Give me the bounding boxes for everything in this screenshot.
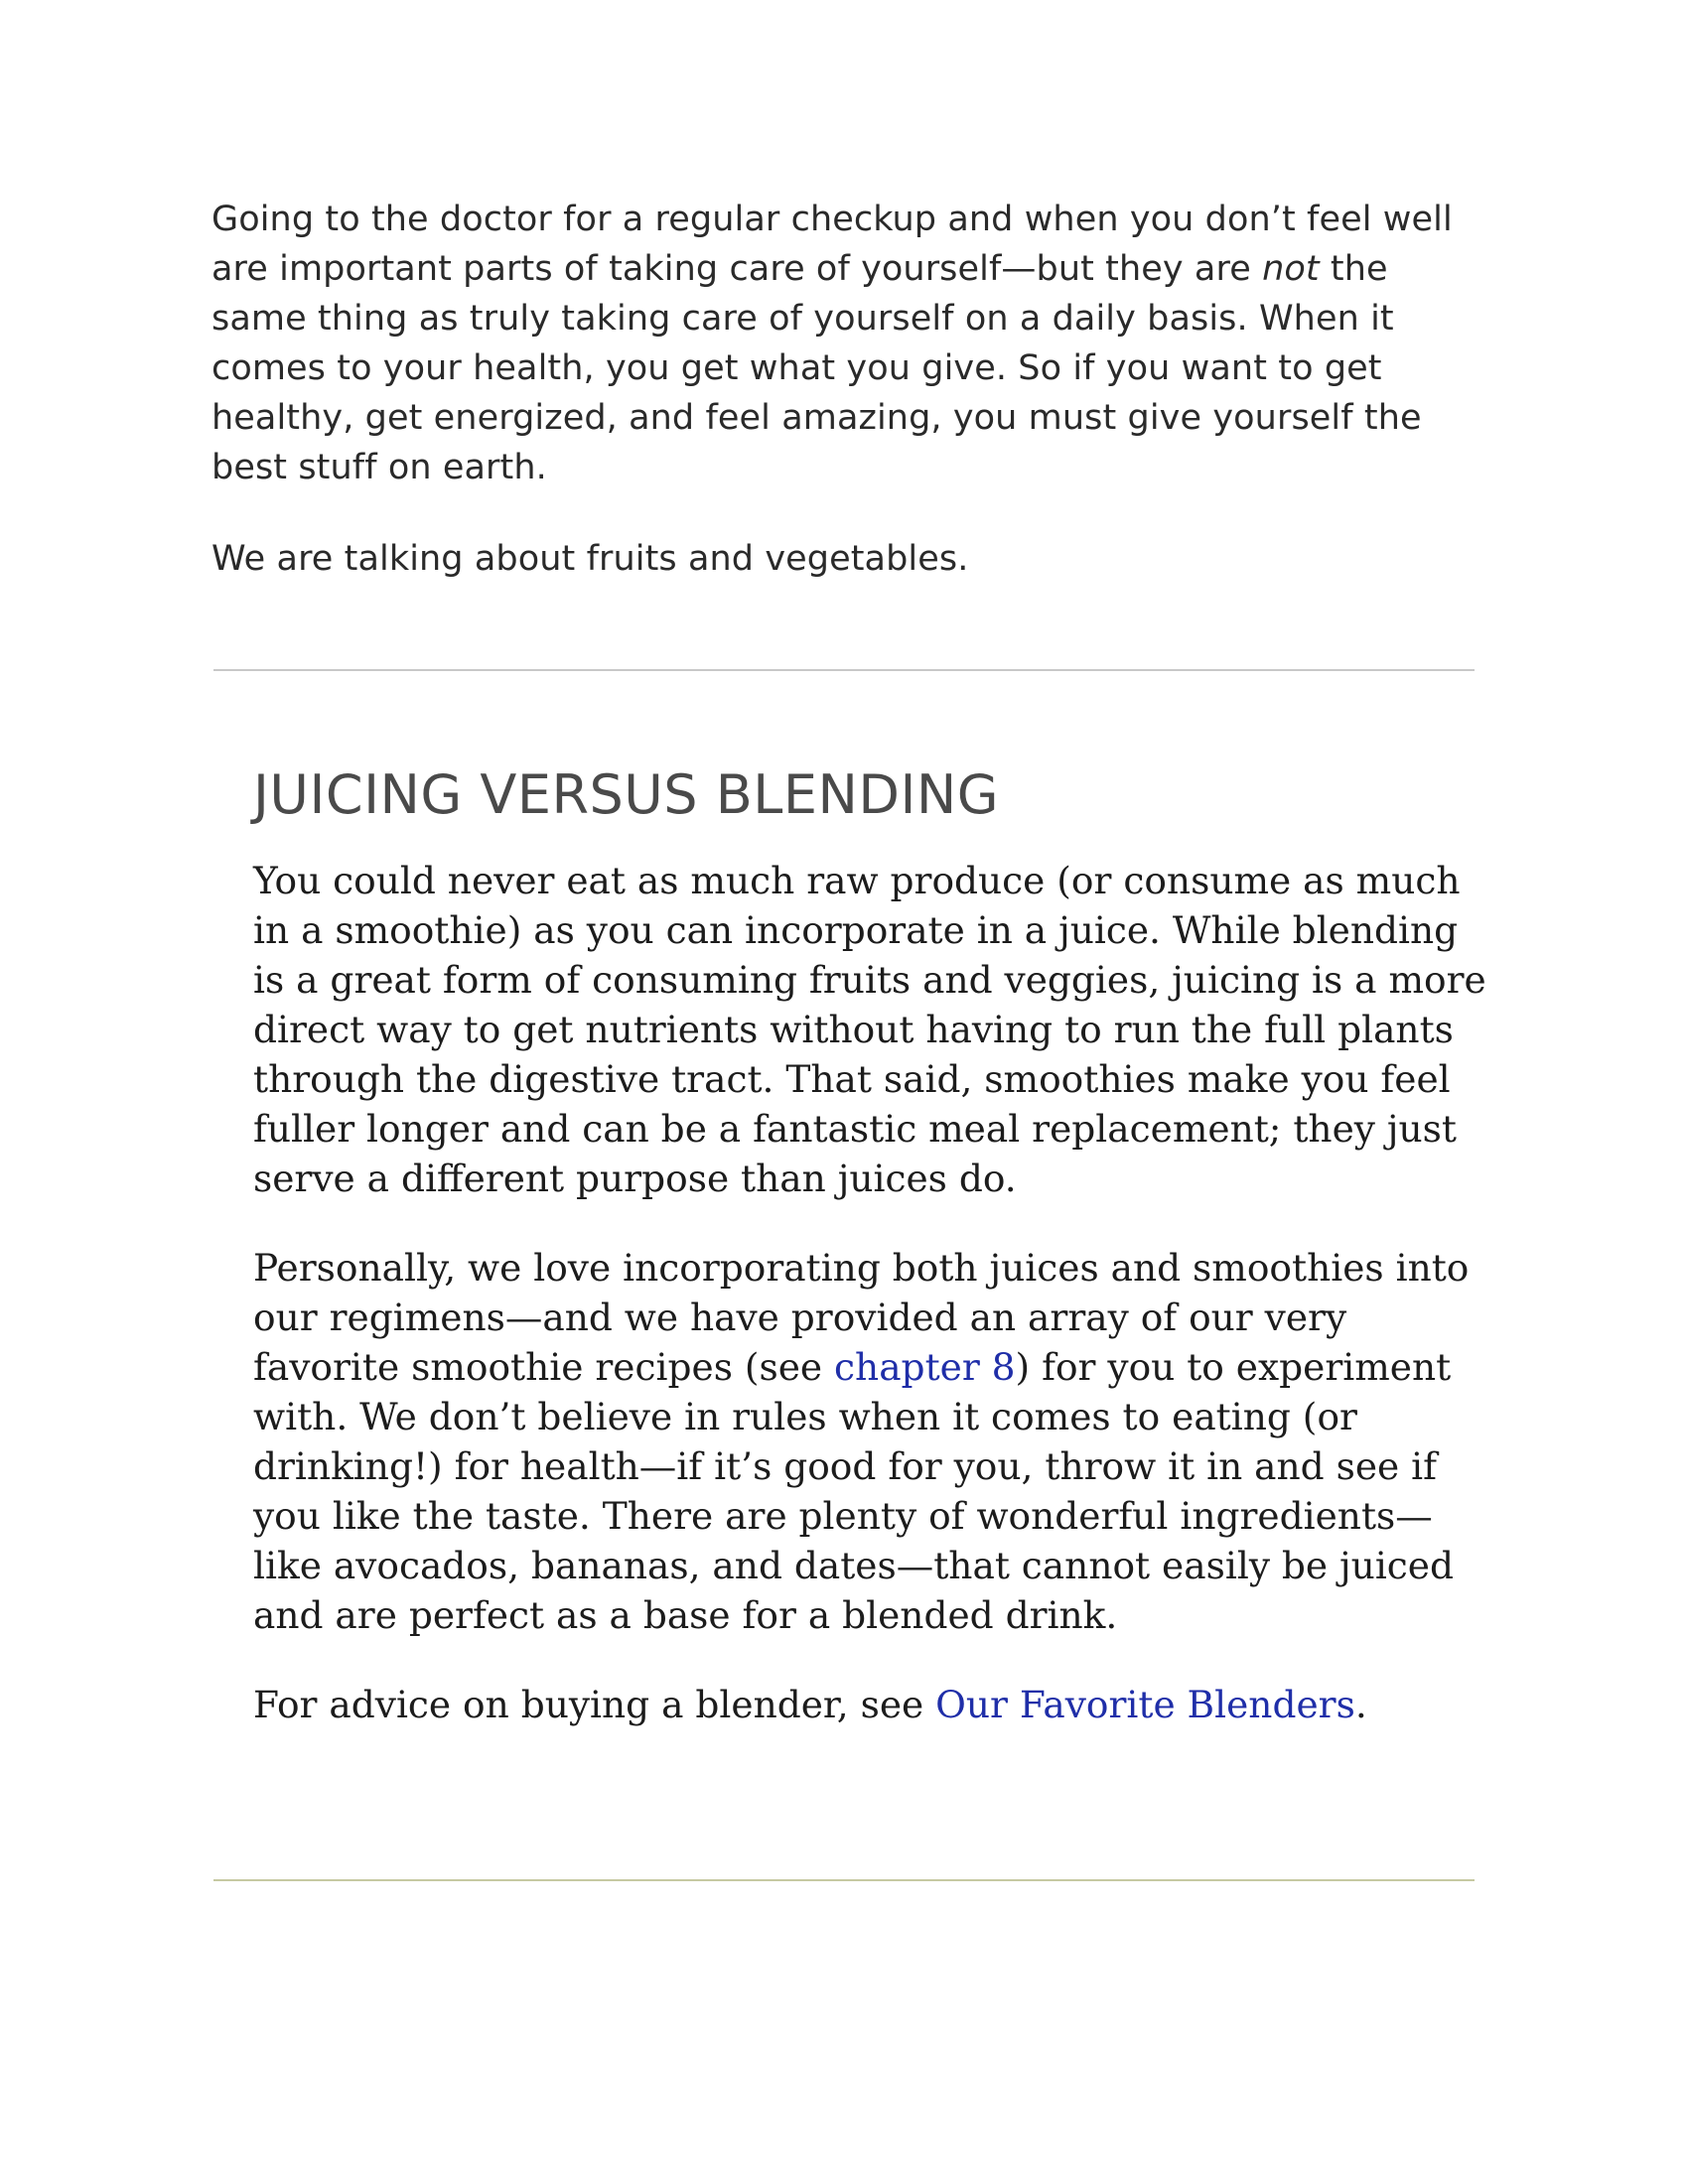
sidebar-bottom-divider: [213, 1879, 1475, 1881]
sidebar-paragraph-3: For advice on buying a blender, see Our Favorite Blenders.: [253, 1683, 1367, 1726]
sidebar-paragraph-2: Personally, we love incorporating both juices and smoothies into our regimens—and we have provided an array of our very favorite smoothie recipes (see chapter 8) for you to experiment with. We don’t believe in rules when it comes to eating (or drinking!) for health—if it’s good for you, throw it in and see if you like the taste. There are plenty of wonderful ingredients—like avocados, bananas, and dates—that cannot easily be juiced and are perfect as a base for a blended drink.: [253, 1246, 1470, 1637]
sidebar-paragraph-1: You could never eat as much raw produce (or consume as much in a smoothie) as you can incorporate in a juice. While blending is a great form of consuming fruits and veggies, juicing is a more direct way to get nutrients without having to run the full plants through the digestive tract. That said, smoothies make you feel fuller longer and can be a fantastic meal replacement; they just serve a different purpose than juices do.: [253, 859, 1486, 1200]
emphasis-not: not: [1262, 249, 1320, 289]
chapter-8-link[interactable]: chapter 8: [834, 1345, 1016, 1389]
intro-paragraph-2: We are talking about fruits and vegetables.: [211, 539, 969, 579]
favorite-blenders-link[interactable]: Our Favorite Blenders: [935, 1683, 1355, 1726]
sidebar-body: [253, 856, 1494, 1729]
sidebar-top-divider: [213, 669, 1475, 671]
sidebar-title: JUICING VERSUS BLENDING: [253, 763, 1000, 826]
intro-section: [211, 195, 1492, 584]
intro-paragraph: Going to the doctor for a regular checkup and when you don’t feel well are important parts of taking care of yourself—but they are not the same thing as truly taking care of yourself on a daily basis. When it comes to your health, you get what you give. So if you want to get healthy, get energized, and feel amazing, you must give yourself the best stuff on earth.: [211, 200, 1453, 487]
